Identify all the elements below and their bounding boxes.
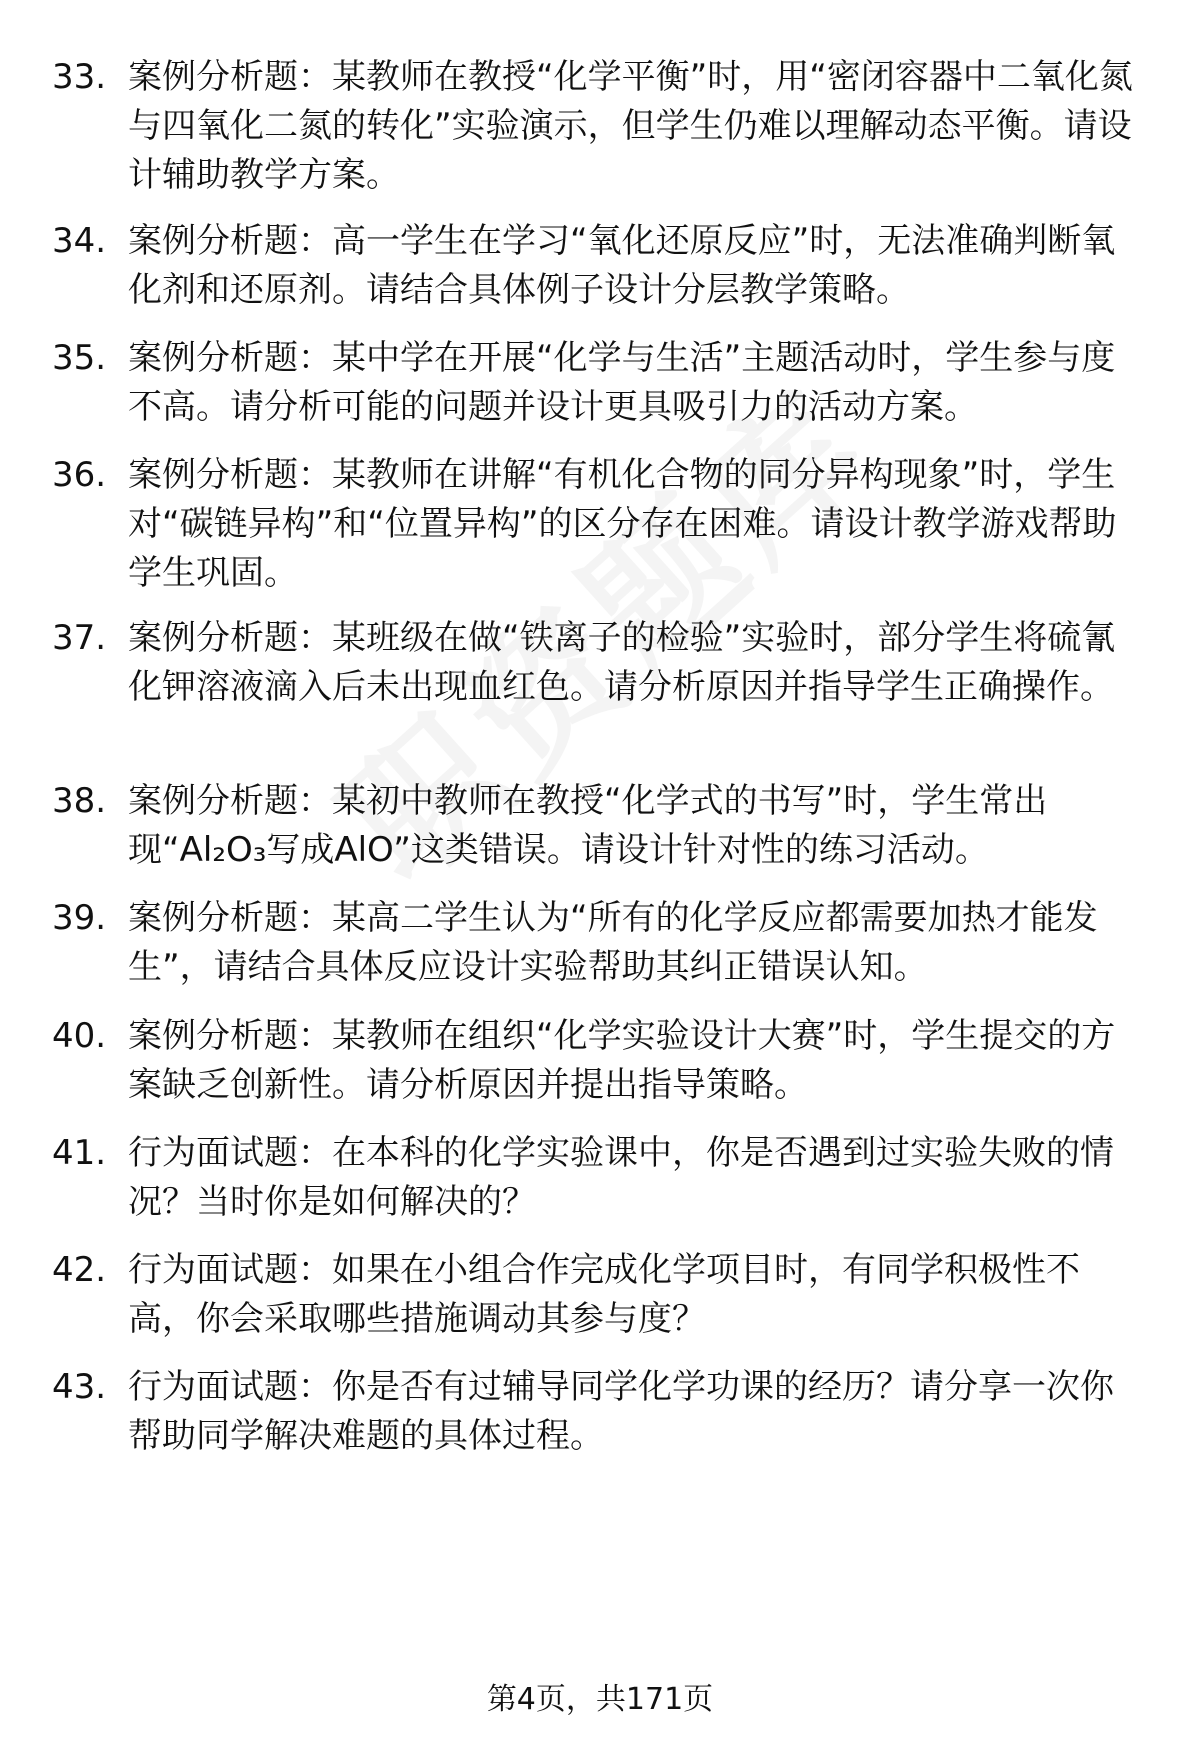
- question-text: 案例分析题：某高二学生认为“所有的化学反应都需要加热才能发生”，请结合具体反应设计实验帮助其纠正错误认知。: [128, 898, 1098, 987]
- question-text: 行为面试题：你是否有过辅导同学化学功课的经历？请分享一次你帮助同学解决难题的具体过程。: [128, 1367, 1114, 1456]
- question-item: [52, 217, 1142, 315]
- question-item: [52, 451, 1142, 598]
- page-number-footer: 第4页，共171页: [486, 1682, 714, 1717]
- question-number: 39.: [52, 898, 107, 938]
- question-text: 案例分析题：某教师在讲解“有机化合物的同分异构现象”时，学生对“碳链异构”和“位置异构”的区分存在困难。请设计教学游戏帮助学生巩固。: [128, 455, 1117, 593]
- question-item: [52, 1129, 1142, 1227]
- question-number: 35.: [52, 338, 107, 378]
- question-number: 36.: [52, 455, 107, 495]
- question-number: 34.: [52, 221, 107, 261]
- question-text: 案例分析题：某班级在做“铁离子的检验”实验时，部分学生将硫氰化钾溶液滴入后未出现血红色。请分析原因并指导学生正确操作。: [128, 618, 1116, 707]
- question-number: 41.: [52, 1133, 107, 1173]
- question-number: 37.: [52, 618, 107, 658]
- question-number: 38.: [52, 781, 107, 821]
- question-text: 行为面试题：在本科的化学实验课中，你是否遇到过实验失败的情况？当时你是如何解决的？: [128, 1133, 1114, 1222]
- question-text: 案例分析题：某教师在教授“化学平衡”时，用“密闭容器中二氧化氮与四氧化二氮的转化”实验演示，但学生仍难以理解动态平衡。请设计辅助教学方案。: [128, 57, 1133, 195]
- question-item: [52, 334, 1142, 432]
- question-item: [52, 777, 1142, 875]
- question-text: 案例分析题：某初中教师在教授“化学式的书写”时，学生常出现“Al₂O₃写成AlO”这类错误。请设计针对性的练习活动。: [128, 781, 1048, 870]
- question-text: 案例分析题：某中学在开展“化学与生活”主题活动时，学生参与度不高。请分析可能的问题并设计更具吸引力的活动方案。: [128, 338, 1116, 427]
- question-item: [52, 614, 1142, 712]
- question-item: [52, 53, 1142, 200]
- question-text: 行为面试题：如果在小组合作完成化学项目时，有同学积极性不高，你会采取哪些措施调动其参与度？: [128, 1250, 1080, 1339]
- question-item: [52, 1246, 1142, 1344]
- question-item: [52, 1363, 1142, 1461]
- question-number: 42.: [52, 1250, 107, 1290]
- question-item: [52, 1012, 1142, 1110]
- question-text: 案例分析题：高一学生在学习“氧化还原反应”时，无法准确判断氧化剂和还原剂。请结合具体例子设计分层教学策略。: [128, 221, 1116, 310]
- question-text: 案例分析题：某教师在组织“化学实验设计大赛”时，学生提交的方案缺乏创新性。请分析原因并提出指导策略。: [128, 1016, 1116, 1105]
- question-number: 33.: [52, 57, 107, 97]
- question-number: 43.: [52, 1367, 107, 1407]
- question-number: 40.: [52, 1016, 107, 1056]
- question-item: [52, 894, 1142, 992]
